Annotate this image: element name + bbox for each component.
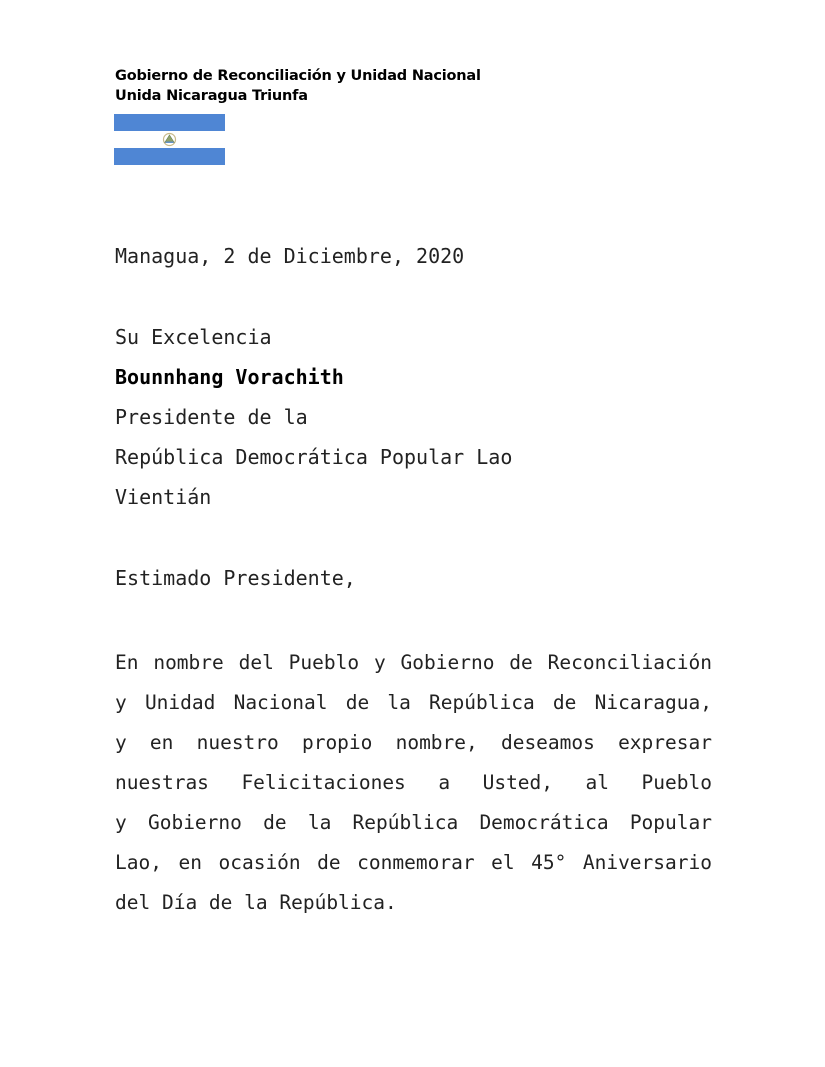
greeting: Estimado Presidente,	[115, 566, 356, 590]
body-line: Lao, en ocasión de conmemorar el 45° Aniversario	[115, 851, 712, 874]
body-line: y en nuestro propio nombre, deseamos expresar	[115, 731, 712, 754]
body-line: En nombre del Pueblo y Gobierno de Reconciliación	[115, 651, 712, 674]
body-line: nuestras Felicitaciones a Usted, al Pueblo	[115, 771, 712, 794]
salutation-title: Su Excelencia	[115, 325, 272, 349]
recipient-name: Bounnhang Vorachith	[115, 365, 344, 389]
body-paragraph	[115, 643, 712, 923]
recipient-city: Vientián	[115, 485, 212, 509]
recipient-position: Presidente de la	[115, 405, 308, 429]
letter-date: Managua, 2 de Diciembre, 2020	[115, 244, 465, 268]
government-name: Gobierno de Reconciliación y Unidad Nacional	[115, 68, 481, 84]
body-line: y Gobierno de la República Democrática Popular	[115, 811, 712, 834]
nicaragua-flag-icon	[114, 114, 225, 165]
recipient-country: República Democrática Popular Lao	[115, 445, 513, 469]
body-line: y Unidad Nacional de la República de Nicaragua,	[115, 691, 712, 714]
body-line: del Día de la República.	[115, 891, 397, 914]
government-slogan: Unida Nicaragua Triunfa	[115, 88, 308, 104]
